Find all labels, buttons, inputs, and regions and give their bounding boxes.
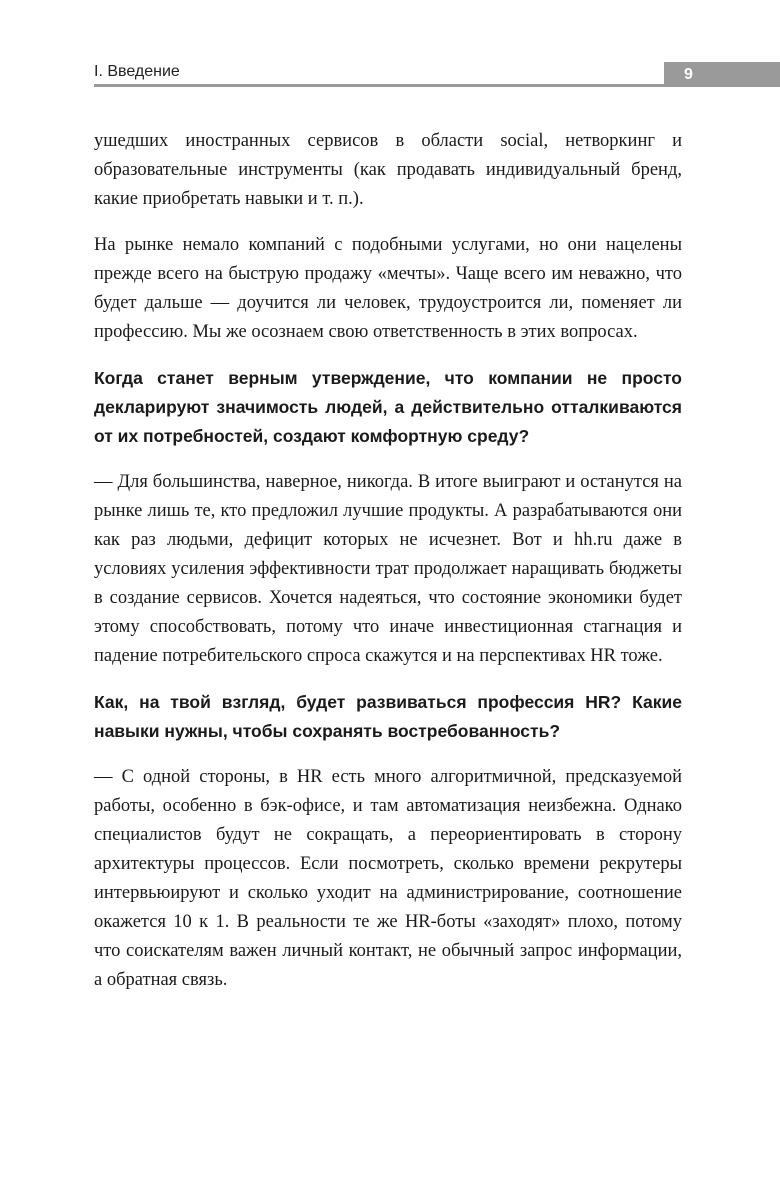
section-title: I. Введение — [94, 63, 180, 80]
page-number: 9 — [664, 62, 780, 87]
interview-answer-2: — С одной стороны, в HR есть много алгоритмичной, предсказуемой работы, особенно в бэк-офисе, и там автоматизация неизбежна. Однако специалистов будут не сокращать, а переориентировать в сторону архитектуры процессов. Если посмотреть, сколько времени рекрутеры интервьюируют и сколько уходит на администрирование, соотношение окажется 10 к 1. В реальности те же HR-боты «заходят» плохо, потому что соискателям важен личный контакт, не обычный запрос информации, а обратная связь. — [94, 767, 682, 990]
interview-answer-1: — Для большинства, наверное, никогда. В итоге выиграют и останутся на рынке лишь те, кто предложил лучшие продукты. А разрабатываются они как раз людьми, дефицит которых не исчезнет. Вот и hh.ru даже в условиях усиления эффективности трат продолжает наращивать бюджеты в создание сервисов. Хочется надеяться, что состояние экономики будет этому способствовать, потому что иначе инвестиционная стагнация и падение потребительского спроса скажутся и на перспективах HR тоже. — [94, 472, 682, 666]
paragraph-market: На рынке немало компаний с подобными услугами, но они нацелены прежде всего на быструю продажу «мечты». Чаще всего им неважно, что будет дальше — доучится ли человек, трудоустроится ли, поменяет ли профессию. Мы же осознаем свою ответственность в этих вопросах. — [94, 235, 682, 342]
header-rule — [94, 84, 666, 87]
running-header — [94, 62, 780, 92]
interview-question-1: Когда станет верным утверждение, что компании не просто декларируют значимость людей, а действительно отталкиваются от их потребностей, создают комфортную среду? — [94, 368, 682, 446]
interview-question-2: Как, на твой взгляд, будет развиваться профессия HR? Какие навыки нужны, чтобы сохранять востребованность? — [94, 692, 682, 741]
page-body — [94, 127, 682, 1012]
paragraph-continuation: ушедших иностранных сервисов в области social, нетворкинг и образовательные инструменты (как продавать индивидуальный бренд, какие приобретать навыки и т. п.). — [94, 131, 682, 209]
